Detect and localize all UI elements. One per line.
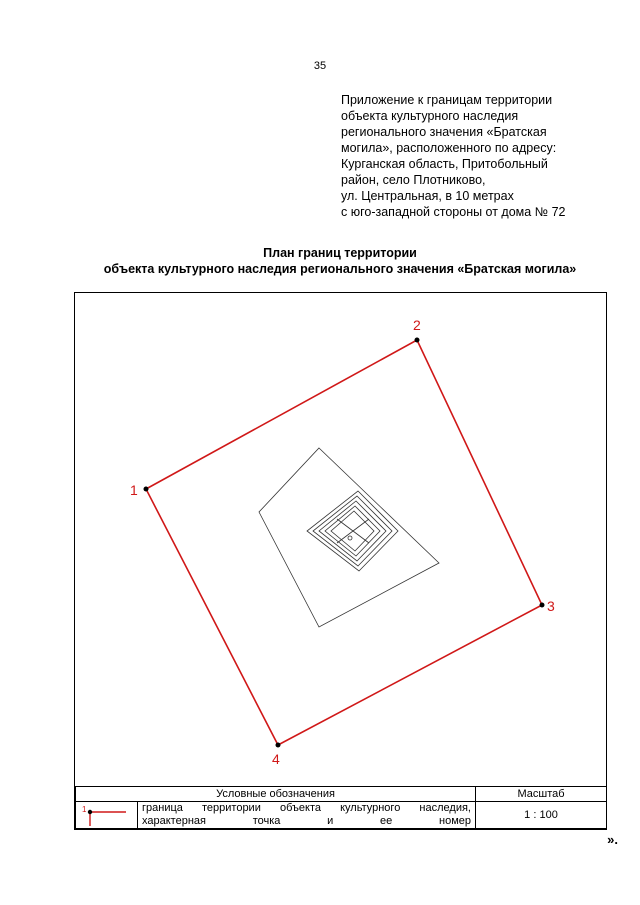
appendix-line: Приложение к границам территории (341, 93, 553, 107)
scale-value: 1 : 100 (476, 802, 607, 829)
closing-quote: ». (607, 832, 618, 847)
appendix-note (341, 92, 621, 220)
legend-description-line: граница территории объекта культурного наследия, (142, 802, 471, 814)
appendix-line: район, село Плотниково, (341, 173, 486, 187)
scale-header: Масштаб (476, 787, 607, 802)
appendix-line: могила», расположенного по адресу: (341, 141, 557, 155)
outer-square (259, 448, 439, 627)
appendix-line: регионального значения «Братская (341, 125, 547, 139)
plan-title: План границ территории (263, 246, 417, 260)
boundary-point-1 (130, 482, 149, 498)
legend-symbol (76, 802, 138, 829)
legend-description-line: характерная точка и ее номер (142, 815, 471, 827)
center-marker (348, 536, 352, 540)
boundary-point-2 (413, 317, 421, 343)
point-marker (276, 743, 281, 748)
point-marker (144, 487, 149, 492)
symbol-number: 1 (82, 805, 87, 814)
boundary-point-3 (540, 598, 556, 614)
point-label: 1 (130, 482, 138, 498)
appendix-line: Курганская область, Притобольный (341, 157, 548, 171)
legend-description (138, 802, 476, 829)
point-label: 2 (413, 317, 421, 333)
point-marker (540, 603, 545, 608)
page-number: 35 (313, 60, 327, 72)
appendix-line: ул. Центральная, в 10 метрах (341, 189, 514, 203)
boundary-plan (75, 293, 606, 829)
plan-subtitle: объекта культурного наследия регионального значения «Братская могила» (103, 262, 577, 276)
plan-frame (74, 292, 607, 830)
appendix-line: с юго-западной стороны от дома № 72 (341, 205, 566, 219)
point-label: 3 (547, 598, 555, 614)
legend-table (75, 786, 607, 829)
boundary-point-4 (272, 743, 281, 768)
monument-outline (259, 448, 439, 627)
boundary-symbol-icon (76, 802, 134, 828)
territory-boundary (146, 340, 542, 745)
point-label: 4 (272, 751, 280, 767)
appendix-line: объекта культурного наследия (341, 109, 519, 123)
legend-header: Условные обозначения (76, 787, 476, 802)
point-marker (415, 338, 420, 343)
